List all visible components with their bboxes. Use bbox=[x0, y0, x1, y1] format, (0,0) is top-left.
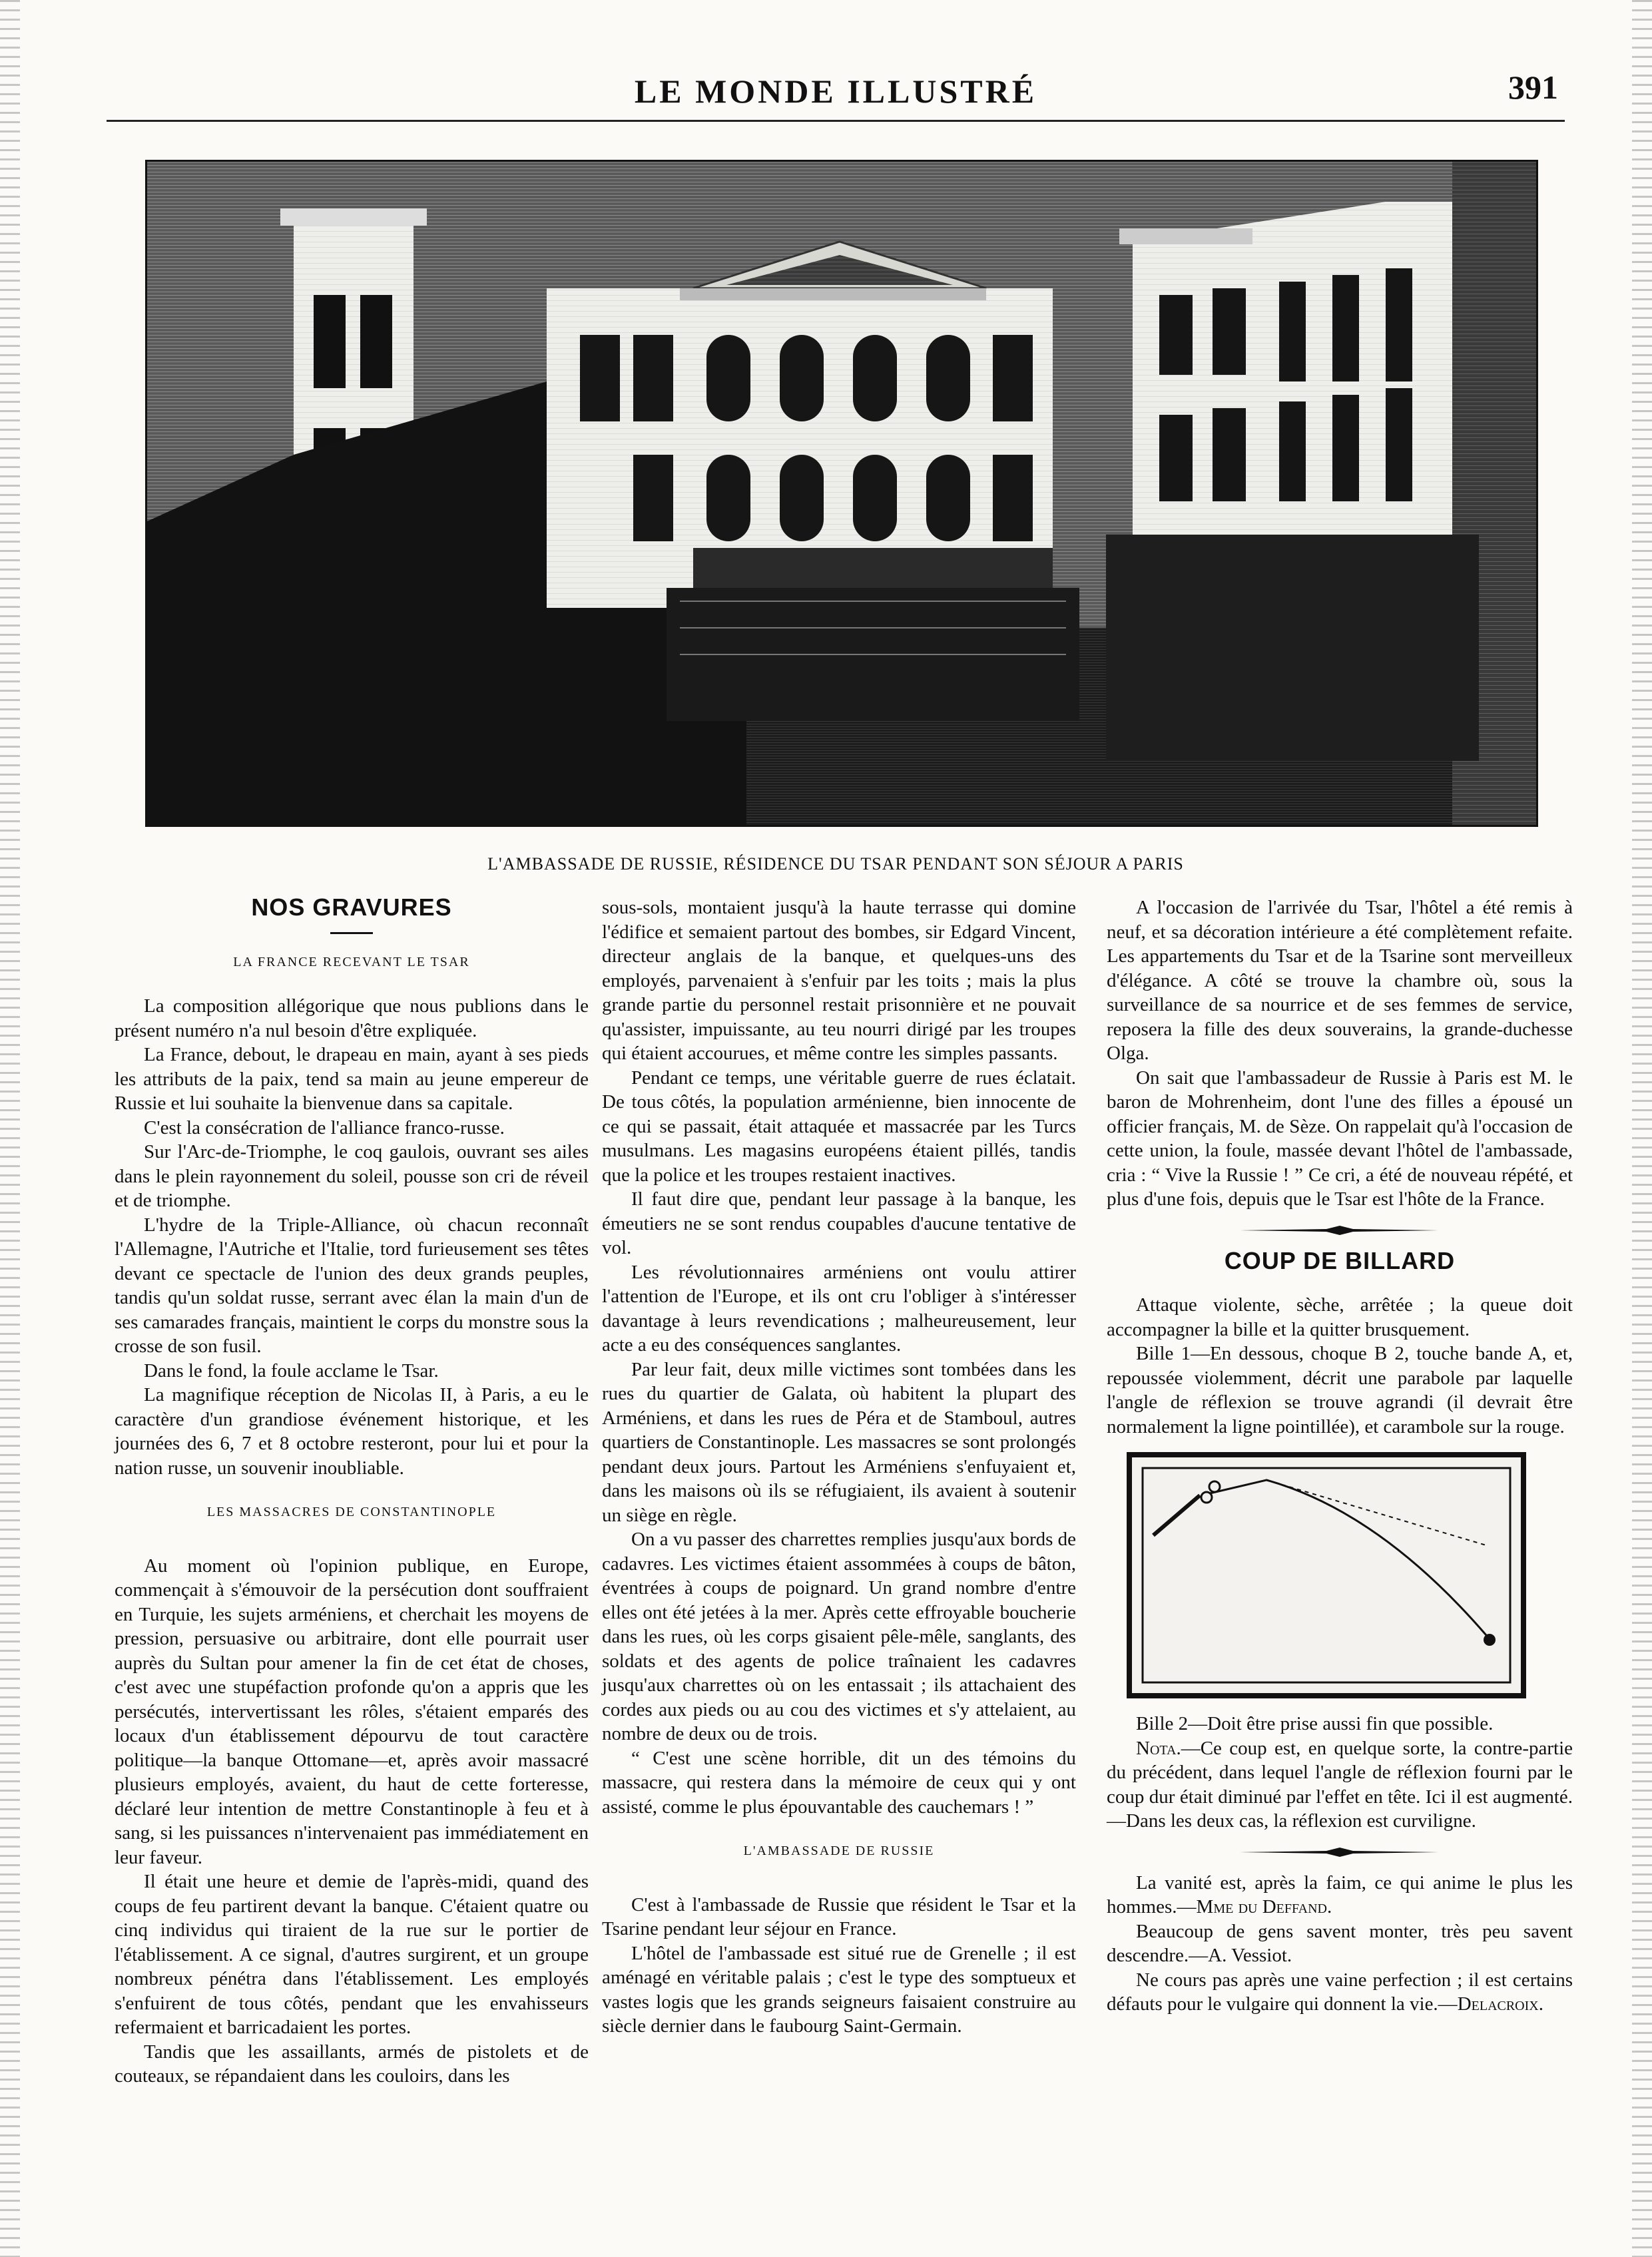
billiard-table-frame bbox=[1129, 1455, 1523, 1696]
paragraph: Tandis que les assaillants, armés de pistolets et de couteaux, se répandaient dans les couloirs, dans les bbox=[115, 2041, 589, 2087]
quote-author: Delacroix. bbox=[1457, 1993, 1543, 2015]
paragraph: La magnifique réception de Nicolas II, à Paris, a eu le caractère d'un grandiose événement historique, et les journées des 6, 7 et 8 octobre resteront, pour lui et pour la nation russe, un souvenir inoubliable. bbox=[115, 1384, 589, 1479]
paragraph-nota bbox=[1107, 1736, 1573, 1834]
column-1 bbox=[115, 895, 589, 2089]
ornament-divider-icon bbox=[1240, 1224, 1440, 1237]
paragraph: L'hydre de la Triple-Alliance, où chacun reconnaît l'Allemagne, l'Autriche et l'Italie, tord furieusement ses têtes devant ce spectacle de l'union des deux grands peuples, tandis qu'un soldat russe, serrant avec élan la main d'un de ses camarades français, maintient le corps du monstre sous la crosse de son fusil. bbox=[115, 1214, 589, 1357]
paragraph: “ C'est une scène horrible, dit un des témoins du massacre, qui restera dans la mémoire de ceux qui y ont assisté, comme le plus épouvantable des cauchemars ! ” bbox=[602, 1747, 1076, 1818]
billiard-diagram bbox=[1127, 1452, 1526, 1698]
column-2 bbox=[602, 895, 1076, 2039]
page-number: 391 bbox=[1508, 69, 1558, 106]
newspaper-title: LE MONDE ILLUSTRÉ bbox=[634, 73, 1037, 110]
scan-edge-right bbox=[1632, 0, 1652, 2257]
column-3 bbox=[1107, 895, 1573, 2017]
paragraph: La France, debout, le drapeau en main, ayant à ses pieds les attributs de la paix, tend sa main au jeune empereur de Russie et lui souhaite la bienvenue dans sa capitale. bbox=[115, 1044, 589, 1114]
paragraph: Sur l'Arc-de-Triomphe, le coq gaulois, ouvrant ses ailes dans le plein rayonnement du soleil, pousse son cri de réveil et de triomphe. bbox=[115, 1141, 589, 1211]
subheading-ambassade: L'AMBASSADE DE RUSSIE bbox=[743, 1844, 935, 1858]
paragraph: Attaque violente, sèche, arrêtée ; la queue doit accompagner la bille et la quitter brusquement. bbox=[1107, 1294, 1573, 1340]
paragraph: On a vu passer des charrettes remplies jusqu'aux bords de cadavres. Les victimes étaient assommées à coups de bâton, éventrées à coups de poignard. Un grand nombre d'entre elles ont été jetées à la mer. Après cette effroyable boucherie dans les rues, où les corps gisaient pêle-mêle, sanglants, des soldats et des agents de police traînaient les cadavres jusqu'aux charrettes où on les entassait ; ils attachaient des cordes aux pieds ou au cou des victimes et s'y attelaient, au nombre de deux ou de trois. bbox=[602, 1529, 1077, 1744]
quote: Beaucoup de gens savent monter, très peu savent descendre.—A. Vessiot. bbox=[1107, 1920, 1573, 1966]
heading-rule bbox=[330, 932, 373, 934]
paragraph: Les révolutionnaires arméniens ont voulu attirer l'attention de l'Europe, et ils ont cru l'obliger à s'intéresser davantage à leurs revendications ; malheureusement, leur acte a eu des conséquences sanglantes. bbox=[602, 1261, 1076, 1356]
quote-text: La vanité est, après la faim, ce qui anime le plus les hommes.— bbox=[1107, 1872, 1573, 1917]
engraving-caption: L'AMBASSADE DE RUSSIE, RÉSIDENCE DU TSAR PENDANT SON SÉJOUR A PARIS bbox=[487, 854, 1184, 874]
paragraph: Au moment où l'opinion publique, en Europe, commençait à s'émouvoir de la persécution dont souffraient en Turquie, les sujets arméniens, et cherchait les moyens de pression, persuasive ou arbitraire, dont elle pourrait user auprès du Sultan pour amener la fin de cet état de choses, c'est avec une stupéfaction profonde qu'on a appris que les persécutés, intervertissant les rôles, s'étaient emparés des locaux d'un établissement dépourvu de tout caractère politique—la banque Ottomane—et, après avoir massacré plusieurs employés, avaient, du haut de cette forteresse, déclaré leur intention de mettre Constantinople à feu et à sang, si les puissances n'intervenaient pas immédiatement en leur faveur. bbox=[115, 1555, 589, 1868]
billiard-ball-red bbox=[1484, 1634, 1496, 1646]
paragraph: Bille 1—En dessous, choque B 2, touche bande A, et, repoussée violemment, décrit une parabole par laquelle l'angle de réflexion se trouve agrandi (il devrait être normalement la ligne pointillée), et carambole sur la rouge. bbox=[1107, 1343, 1573, 1437]
quote-author: Mme du Deffand. bbox=[1196, 1896, 1332, 1917]
quote-text: Ne cours pas après une vaine perfection ; il est certains défauts pour le vulgaire qui donnent la vie.— bbox=[1107, 1969, 1573, 2015]
embassy-engraving bbox=[145, 160, 1538, 827]
paragraph: sous-sols, montaient jusqu'à la haute terrasse qui domine l'édifice et semaient partout des bombes, sir Edgard Vincent, directeur anglais de la banque, et quelques-uns des employés, parvenaient à s'enfuir par les toits ; mais la plus grande partie du personnel restait prisonnière et ne pouvait qu'assister, impuissante, au teu nourri dirigé par les troupes qui étaient accourues, et même contre les simples passants. bbox=[602, 897, 1076, 1064]
paragraph: Il faut dire que, pendant leur passage à la banque, les émeutiers ne se sont rendus coupables d'aucune tentative de vol. bbox=[602, 1188, 1076, 1258]
paragraph: Dans le fond, la foule acclame le Tsar. bbox=[144, 1360, 439, 1381]
paragraph: On sait que l'ambassadeur de Russie à Paris est M. le baron de Mohrenheim, dont l'une des filles a épousé un officier français, M. de Sèze. On rappelait qu'à l'occasion de cette union, la foule, massée devant l'hôtel de l'ambassade, cria : “ Vive la Russie ! ” Ce cri, a été de nouveau répété, et plus d'une fois, depuis que le Tsar est l'hôte de la France. bbox=[1107, 1067, 1573, 1210]
paragraph: C'est à l'ambassade de Russie que résident le Tsar et la Tsarine pendant leur séjour en France. bbox=[602, 1893, 1076, 1939]
quote bbox=[1107, 1968, 1573, 2017]
quote bbox=[1107, 1871, 1573, 1919]
ornament-divider-icon bbox=[1240, 1846, 1440, 1859]
nota-label: Nota. bbox=[1136, 1737, 1181, 1759]
masthead-rule bbox=[107, 120, 1565, 122]
paragraph: L'hôtel de l'ambassade est situé rue de Grenelle ; il est aménagé en véritable palais ; c'est le type des somptueux et vastes logis que les grands seigneurs faisaient construire au siècle dernier dans le faubourg Saint-Germain. bbox=[602, 1942, 1076, 2037]
paragraph: Par leur fait, deux mille victimes sont tombées dans les rues du quartier de Galata, où habitent la plupart des Arméniens, et dans les rues de Péra et de Stamboul, autres quartiers de Constantinople. Les massacres se sont prolongés pendant deux jours. Partout les Arméniens s'enfuyaient et, dans les maisons où ils se réfugiaient, ils avaient à soutenir un siège en règle. bbox=[602, 1358, 1076, 1526]
paragraph: Pendant ce temps, une véritable guerre de rues éclatait. De tous côtés, la population arménienne, bien innocente de ce qui se passait, était attaquée et massacrée par les Turcs musulmans. Les magasins européens étaient pillés, tandis que la police et les troupes restaient inactives. bbox=[602, 1067, 1076, 1186]
subheading-france-tsar: LA FRANCE RECEVANT LE TSAR bbox=[233, 954, 470, 969]
paragraph: Bille 2—Doit être prise aussi fin que possible. bbox=[1136, 1713, 1494, 1734]
subheading-massacres: LES MASSACRES DE CONSTANTINOPLE bbox=[206, 1505, 497, 1519]
paragraph: A l'occasion de l'arrivée du Tsar, l'hôtel a été remis à neuf, et sa décoration intérieure a été complètement refaite. Les appartements du Tsar et de la Tsarine sont merveilleux d'élégance. A côté se trouve la chambre où, sous la surveillance de sa nourrice et de ses femmes de service, reposera la fille des deux souverains, la grande-duchesse Olga. bbox=[1107, 897, 1573, 1064]
nota-text: —Ce coup est, en quelque sorte, la contre-partie du précédent, dans lequel l'angle de réflexion fourni par le coup dur était diminué par l'effet en tête. Ici il est augmenté.—Dans les deux cas, la réflexion est curviligne. bbox=[1107, 1737, 1573, 1832]
paragraph: La composition allégorique que nous publions dans le présent numéro n'a nul besoin d'être expliquée. bbox=[115, 995, 589, 1041]
paragraph: Il était une heure et demie de l'après-midi, quand des coups de feu partirent devant la banque. C'étaient quatre ou cinq individus qui tiraient de la rue sur le portier de l'établissement. A ce signal, d'autres surgirent, et un groupe nombreux pénétra dans l'établissement. Les employés s'enfuirent de tous côtés, pendant que les envahisseurs refermaient et barricadaient les portes. bbox=[115, 1871, 589, 2038]
section-heading-nos-gravures: NOS GRAVURES bbox=[251, 893, 452, 921]
paragraph: C'est la consécration de l'alliance franco-russe. bbox=[144, 1117, 505, 1138]
embassy-illustration bbox=[147, 162, 1536, 825]
scan-edge-left bbox=[0, 0, 20, 2257]
section-heading-coup-de-billard: COUP DE BILLARD bbox=[1224, 1246, 1456, 1274]
masthead bbox=[107, 67, 1565, 120]
